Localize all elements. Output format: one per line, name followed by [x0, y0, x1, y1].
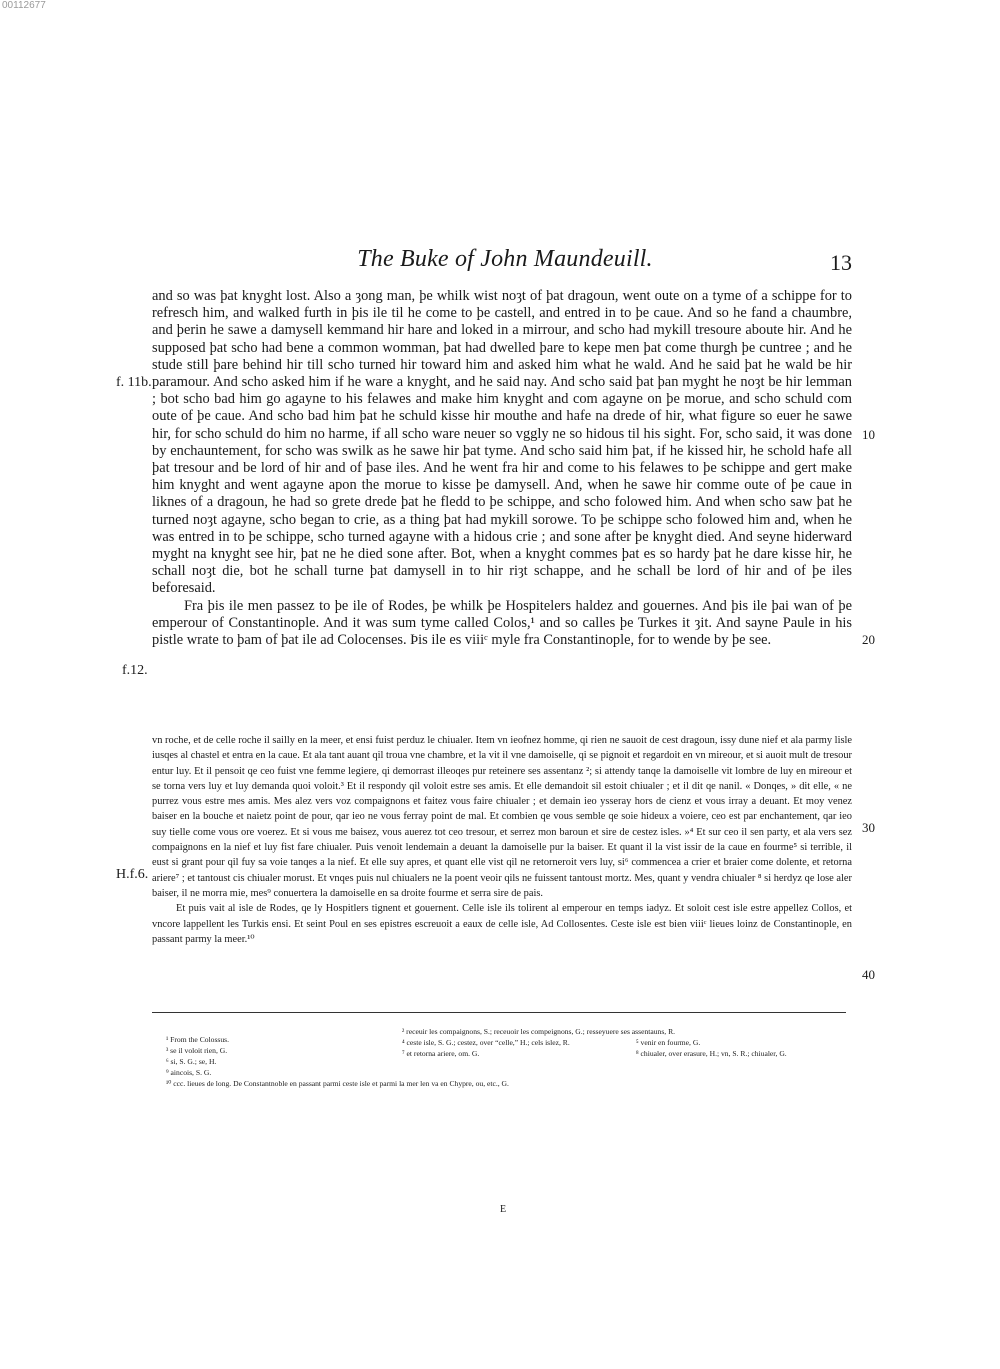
footnote: ³ se il voloit rien, G. — [166, 1046, 228, 1055]
line-number-10: 10 — [862, 427, 875, 442]
footnote: ⁷ et retorna ariere, om. G. — [402, 1049, 480, 1058]
french-text — [152, 733, 852, 947]
footnote: ⁹ aincois, S. G. — [166, 1068, 212, 1077]
footnote: ⁸ chiualer, over erasure, H.; vn, S. R.; chiualer, G. — [636, 1049, 787, 1058]
margin-folio-f11b: f. 11b. — [116, 375, 152, 390]
english-paragraph: and so was þat knyght lost. Also a ȝong man, þe whilk wist noȝt of þat dragoun, went oute on a tyme of a schippe for to refresch him, and walked furth in þis ile til he come to þe castell, and entred in to þe caue. And so he fand a chaumbre, and þerin he sawe a damysell kemmand hir hare and loked in a mirrour, and scho had mykill tresoure aboute hir. And he supposed þat scho had bene a common womman, þat had dwelled þare to kepe men þat come thurgh þe cuntree ; and he stude still þare behind hir till scho turned hir toward him and asked him what he wald. And he said þat he wald be hir paramour. And scho asked him if he ware a knyght, and he said nay. And scho said þat þan myght he noȝt be hir lemman ; bot scho bad him go agayne to his felawes and make him knyght and com agayne on þe morue, and scho schuld com oute of þe caue. And scho bad him þat he schuld kisse hir mouthe and hafe na drede of hir, what figure so euer he sawe hir, for scho schuld do him no harme, if all scho ware neuer so vggly ne so hidous til his sight. For, scho said, it was done by enchauntement, for scho was swilk as he sawe hir þat tyme. And scho said him þat, if he kissed hir, he schold hafe all þat tresour and be lord of hir and of þase iles. And he went fra hir and come to his felawes to þe schippe and gert make him knyght and went agayne apon the morue to kisse þe damysell. And, when he sawe hir comme oute of þe caue in liknes of a dragoun, he had so grete drede þat he fledd to þe schippe, and scho folowed him. And when scho saw þat he turned noȝt agayne, scho began to crie, as a thing þat had mykill sorowe. To þe schippe scho folowed him and, when he was entred in to þe schippe, scho turned agayne with a hidous crie ; and sone after þe knyght died. And seyne hiderward myght na knyght see hir, þat ne he died sone after. Bot, when a knyght commes þat es so hardy þat he dare kisse hir, he schall noȝt die, bot he schall turne þat damysell in to hir riȝt schappe, and he schall be lord of hir and of þe iles beforesaid. — [152, 288, 852, 597]
footnote-rule — [152, 1012, 846, 1013]
line-number-40: 40 — [862, 967, 875, 982]
footnote-column-2 — [402, 1026, 675, 1059]
footnote: ⁵ venir en fourme, G. — [636, 1038, 701, 1047]
footnote-column-3 — [636, 1037, 787, 1059]
margin-folio-hf6: H.f.6. — [116, 867, 149, 882]
accession-number: 00112677 — [2, 0, 46, 11]
english-text — [152, 288, 852, 649]
footnote: ⁶ si, S. G.; se, H. — [166, 1057, 217, 1066]
running-head — [150, 246, 860, 280]
english-paragraph: Fra þis ile men passez to þe ile of Rodes, þe whilk þe Hospitelers haldez and gouernes. And þis ile þai wan of þe emperour of Constantinople. And it was sum tyme called Colos,¹ and so calles þe Turkes it ȝit. And sayne Paule in his pistle wrate to þam of þat ile ad Colocenses. Þis ile es viiiᶜ myle fra Constantinople, for to wende by þe see. — [152, 597, 852, 649]
french-paragraph: Et puis vait al isle de Rodes, qe ly Hospitlers tignent et gouernent. Celle isle ils tolirent al emperour en temps iadyz. Et soloit cest isle estre appellez Collos, et vncore lappellent les Turkis ensi. Et seint Poul en ses epistres escreuoit a eaux de celle isle, Ad Collosentes. Ceste isle est bien viiiᶜ lieues loinz de Constantinople, en passant parmy la meer.¹⁰ — [152, 903, 852, 945]
footnote: ² receuir les compaignons, S.; receuoir les compeignons, G.; resseyuere ses assentauns, R. — [402, 1027, 676, 1036]
french-paragraph: vn roche, et de celle roche il sailly en la meer, et ensi fuist perduz le chiualer. Item vn ieofnez homme, qi rien ne sauoit de cest dragoun, issy dune nief et ala parmy lisle iusqes al chastel et entra en la caue. Et ala tant auant qil troua vne chambre, et la vit il vne damoiselle, qi se pignoit et regardoit en vn mireour, et si auoit mult de tresour entur luy. Et il pensoit qe ceo fuist vne femme legiere, qi demorrast illeoqes pur reteinere ses assentanz ²; si attendy tanqe la damoiselle vit lombre de luy en mireour et se torna vers luy et luy demanda quoi voloit.³ Et il respondy qil voloit estre ses amis. Et elle demandoit sil estoit chiualer ; et il dit qe nanil. « Donqes, » dit elle, « ne purrez vous estre mes amis. Mes alez vers voz compaignons et faitez vous faire chiualer ; et demain ieo ysseray hors de cienz et vous irray a deuant. Et moy venez baiser en la bouche et naietz point de pour, qar ieo ne vous ferray point de mal. Et combien qe vous semble qe soie hideux a voiere, ceo est par enchantement, qar ieo suy tielle come vous ore voerez. Et si vous me baisez, vous auerez tot ceo tresour, et serrez mon baroun et sire de cestez isles. »⁴ Et sur ceo il sen party, et ala vers sez compaignons en la nief et luy fist fare chiualer. Puis venoit lendemain a deuant la damoiselle pur la baiser. Et quant il la vist issir de la caue en fourme⁵ si terrible, il eust si grant pour qil fuy sa voie tanqes a la nief. Et elle suy apres, et quant elle vist qil ne retorneroit vers luy, si⁶ commencea a crier et braier come dolente, et retorna ariere⁷ ; et tantoust cis chiualer morust. Et vnqes puis nul chiualers ne la poent veoir qils ne fuissent tantoust mortz. Mes, quant y vendra chiualer ⁸ si herdyz qe lose aler baiser, il ne morra mie, mes⁹ conuertera la damoiselle en sa droite fourme et serra sire de pais. — [152, 735, 852, 899]
footnote: ¹⁰ ccc. lieues de long. De Constantnoble en passant parmi ceste isle et parmi la mer len va en Chypre, ou, etc., G. — [166, 1079, 509, 1088]
footnote: ¹ From the Colossus. — [166, 1035, 230, 1044]
margin-folio-f12: f.12. — [122, 663, 148, 678]
line-number-20: 20 — [862, 632, 875, 647]
footnote: ⁴ ceste isle, S. G.; cestez, over “celle,” H.; cels islez, R. — [402, 1038, 570, 1047]
page-number: 13 — [830, 250, 852, 275]
running-title: The Buke of John Maundeuill. — [357, 246, 653, 272]
line-number-30: 30 — [862, 820, 875, 835]
signature-mark: E — [500, 1204, 507, 1215]
